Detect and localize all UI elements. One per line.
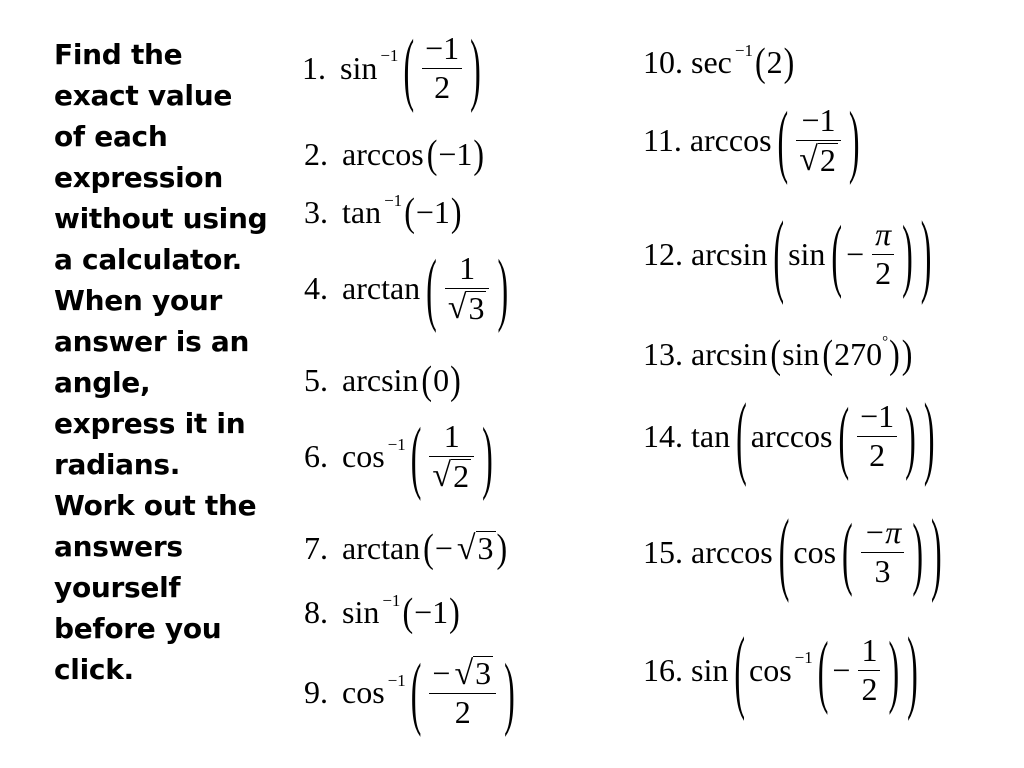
problem-4	[304, 241, 512, 334]
problem-number: 11.	[643, 122, 682, 159]
fraction	[422, 32, 462, 104]
function-name: arctan	[342, 270, 421, 307]
argument: 2	[766, 44, 783, 80]
instruction-line: of each	[54, 120, 168, 153]
instruction-line: click.	[54, 653, 134, 686]
left-paren: (	[822, 331, 834, 377]
left-paren: (	[778, 498, 790, 603]
exponent: −1	[382, 590, 401, 610]
instruction-line: answer is an	[54, 325, 250, 358]
problem-number: 2.	[304, 136, 328, 172]
problem-5	[304, 357, 462, 403]
problem-12	[643, 200, 935, 305]
instruction-line: Find the	[54, 38, 183, 71]
function-name: arcsin	[691, 336, 768, 372]
function-name: arccos	[691, 533, 773, 570]
radicand: 3	[477, 530, 494, 567]
right-paren: )	[902, 206, 913, 299]
function-name: sec	[691, 44, 732, 80]
argument: 270	[834, 336, 883, 372]
left-paren: (	[754, 39, 766, 85]
right-paren: )	[783, 39, 795, 85]
denominator	[796, 141, 841, 178]
problem-number: 9.	[304, 674, 328, 711]
problem-number: 5.	[304, 362, 328, 398]
function-name: arcsin	[691, 235, 768, 272]
numerator: −1	[860, 398, 895, 434]
minus-sign: −	[832, 651, 851, 688]
left-paren: (	[410, 645, 422, 738]
left-paren: (	[404, 189, 415, 235]
exponent: −1	[387, 670, 406, 690]
argument: −1	[415, 194, 450, 230]
right-paren: )	[497, 241, 509, 334]
problem-8	[304, 589, 461, 635]
left-paren: (	[403, 20, 415, 113]
square-root	[454, 656, 493, 691]
left-paren: (	[838, 388, 850, 481]
problem-15	[643, 498, 946, 603]
instructions-text	[54, 34, 284, 690]
problem-3	[304, 189, 463, 235]
problem-number: 12.	[643, 235, 683, 272]
argument: −1	[414, 594, 449, 630]
inner-function-name: cos	[793, 533, 837, 570]
minus-sign: −	[434, 530, 453, 566]
problem-number: 8.	[304, 594, 328, 630]
right-paren: )	[930, 498, 942, 603]
problem-2	[304, 131, 485, 177]
problem-6	[304, 409, 497, 502]
function-name: arccos	[342, 136, 424, 172]
instruction-line: answers	[54, 530, 183, 563]
square-root	[432, 459, 471, 494]
function-name: cos	[342, 438, 385, 475]
fraction	[796, 104, 841, 177]
minus-sign: −	[432, 654, 451, 691]
right-paren: )	[450, 189, 462, 235]
left-paren: (	[402, 589, 414, 635]
function-name: cos	[342, 674, 385, 711]
denominator: 2	[875, 254, 892, 291]
function-name: arctan	[342, 530, 421, 566]
left-paren: (	[831, 206, 843, 299]
left-paren: (	[426, 241, 437, 334]
right-paren: )	[482, 409, 493, 502]
right-paren: )	[504, 645, 515, 738]
degree-symbol-icon: °	[882, 334, 889, 350]
problem-number: 16.	[643, 651, 683, 688]
exponent: −1	[387, 434, 406, 454]
square-root	[799, 143, 838, 178]
problem-11	[643, 93, 864, 186]
right-paren: )	[923, 382, 935, 487]
left-paren: (	[736, 382, 747, 487]
left-paren: (	[777, 93, 789, 186]
minus-sign: −	[846, 235, 865, 272]
radical-sign-icon: √	[799, 141, 818, 179]
instruction-line: a calculator.	[54, 243, 242, 276]
instruction-line: exact value	[54, 79, 233, 112]
exponent: −1	[734, 40, 753, 60]
right-paren: )	[449, 589, 460, 635]
fraction	[857, 400, 897, 472]
instruction-line: angle,	[54, 366, 151, 399]
instruction-line: radians.	[54, 448, 181, 481]
left-paren: (	[426, 131, 438, 177]
left-paren: (	[410, 409, 422, 502]
denominator: 2	[434, 68, 451, 105]
denominator	[429, 457, 474, 494]
function-name: sin	[691, 651, 729, 688]
right-paren: )	[473, 131, 485, 177]
inner-function-name: arccos	[750, 417, 833, 454]
radical-sign-icon: √	[432, 457, 452, 495]
instruction-line: expression	[54, 161, 223, 194]
problem-number: 15.	[643, 533, 683, 570]
right-paren: )	[905, 388, 916, 481]
problem-9	[304, 645, 519, 738]
problem-number: 7.	[304, 530, 328, 566]
inner-function-name: sin	[782, 336, 820, 372]
left-paren: (	[770, 331, 782, 377]
function-name: tan	[691, 417, 731, 454]
problem-10	[643, 39, 795, 85]
problem-1	[302, 20, 485, 113]
radical-sign-icon: √	[447, 289, 467, 327]
problem-number: 6.	[304, 438, 328, 475]
exponent: −1	[794, 648, 813, 668]
left-paren: (	[734, 616, 745, 721]
denominator: 2	[861, 670, 878, 707]
left-paren: (	[421, 357, 433, 403]
right-paren: )	[889, 331, 900, 377]
denominator: 3	[874, 552, 891, 589]
exponent: −1	[384, 190, 403, 210]
problem-16	[643, 616, 922, 721]
left-paren: (	[842, 504, 853, 597]
instruction-line: yourself	[54, 571, 181, 604]
radicand: 2	[453, 457, 470, 494]
numerator: −1	[425, 30, 460, 66]
numerator: 1	[459, 250, 476, 286]
exponent: −1	[380, 46, 399, 66]
problem-13	[643, 331, 913, 377]
function-name: sin	[342, 594, 380, 630]
left-paren: (	[773, 200, 785, 305]
problem-number: 1.	[302, 49, 326, 86]
denominator	[445, 289, 490, 326]
radical-sign-icon: √	[454, 654, 474, 692]
argument: −1	[438, 136, 473, 172]
right-paren: )	[888, 622, 900, 715]
function-name: arcsin	[342, 362, 419, 398]
right-paren: )	[920, 200, 932, 305]
instruction-line: When your	[54, 284, 223, 317]
radical-sign-icon: √	[456, 529, 476, 567]
right-paren: )	[496, 525, 508, 571]
numerator: π	[875, 216, 892, 252]
fraction	[861, 516, 905, 588]
instruction-line: without using	[54, 202, 268, 235]
left-paren: (	[817, 622, 829, 715]
left-paren: (	[423, 525, 434, 571]
right-paren: )	[848, 93, 860, 186]
right-paren: )	[907, 616, 918, 721]
argument: 0	[433, 362, 450, 398]
square-root	[457, 531, 496, 566]
inner-function-name: sin	[788, 235, 826, 272]
instruction-line: before you	[54, 612, 222, 645]
right-paren: )	[912, 504, 923, 597]
numerator: −1	[801, 102, 836, 138]
function-name: tan	[342, 194, 382, 230]
denominator: 2	[454, 693, 471, 730]
right-paren: )	[901, 331, 913, 377]
problem-number: 4.	[304, 270, 328, 307]
instruction-line: Work out the	[54, 489, 257, 522]
function-name: arccos	[689, 122, 772, 159]
right-paren: )	[450, 357, 461, 403]
problem-14	[643, 382, 938, 487]
fraction	[872, 218, 894, 290]
fraction	[858, 634, 880, 706]
instruction-line: express it in	[54, 407, 246, 440]
radicand: 3	[475, 655, 492, 691]
numerator: −π	[863, 514, 902, 550]
numerator	[429, 656, 496, 693]
numerator: 1	[861, 632, 878, 668]
radicand: 3	[468, 289, 485, 326]
problem-7	[304, 525, 508, 571]
function-name: sin	[340, 49, 378, 86]
problem-number: 14.	[643, 417, 683, 454]
fraction	[445, 252, 490, 325]
square-root	[448, 291, 487, 326]
inner-function-name: cos	[749, 651, 792, 688]
problem-number: 13.	[643, 336, 683, 372]
right-paren: )	[470, 20, 481, 113]
fraction	[429, 420, 474, 493]
problem-number: 10.	[643, 44, 683, 80]
radicand: 2	[819, 141, 836, 178]
denominator: 2	[869, 436, 886, 473]
numerator: 1	[443, 418, 460, 454]
problem-number: 3.	[304, 194, 328, 230]
fraction	[429, 656, 496, 729]
